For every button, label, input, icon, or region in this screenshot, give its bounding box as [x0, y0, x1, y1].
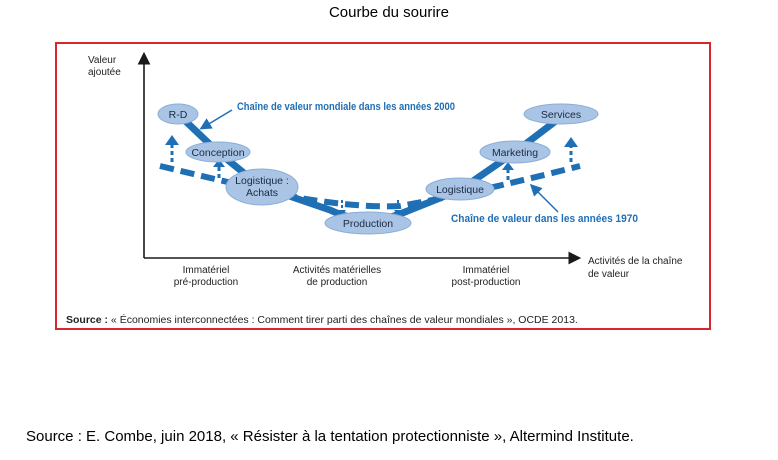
- inner-source: [66, 314, 578, 326]
- x-axis-label-1: Activités de la chaîne: [588, 256, 683, 267]
- annotation-1970: Chaîne de valeur dans les années 1970: [451, 213, 638, 225]
- node-marketing-label: Marketing: [491, 147, 539, 159]
- node-production-label: Production: [342, 218, 394, 230]
- pointer-2000: [202, 110, 232, 128]
- inner-source-text: « Économies interconnectées : Comment tirer parti des chaînes de valeur mondiales », OCDE 2013.: [108, 314, 578, 326]
- phase-pre-production-2: pré-production: [173, 277, 239, 288]
- pointer-1970: [532, 186, 558, 212]
- annotation-2000: Chaîne de valeur mondiale dans les années 2000: [237, 101, 455, 113]
- phase-production-1: Activités matérielles: [292, 265, 382, 276]
- y-axis-label-2: ajoutée: [88, 67, 121, 78]
- phase-post-production-1: Immatériel: [462, 265, 510, 276]
- page-title: Courbe du sourire: [328, 4, 450, 21]
- phase-pre-production-1: Immatériel: [182, 265, 230, 276]
- phase-production-2: de production: [306, 277, 368, 288]
- footer-source: Source : E. Combe, juin 2018, « Résister à la tentation protectionniste », Altermind Institute.: [26, 428, 634, 445]
- curve-1970-dashed: [160, 166, 580, 206]
- node-logistique-achats-label-1: Logistique :: [235, 175, 289, 187]
- phase-post-production-2: post-production: [451, 277, 521, 288]
- node-logistique-label: Logistique: [436, 184, 484, 196]
- node-rd-label: R-D: [168, 109, 188, 121]
- y-axis-label-1: Valeur: [88, 55, 117, 66]
- inner-source-label: Source :: [66, 314, 109, 326]
- x-axis-label-2: de valeur: [588, 269, 630, 280]
- node-logistique-achats-label-2: Achats: [245, 187, 279, 199]
- node-services-label: Services: [540, 109, 582, 121]
- node-conception-label: Conception: [191, 147, 245, 159]
